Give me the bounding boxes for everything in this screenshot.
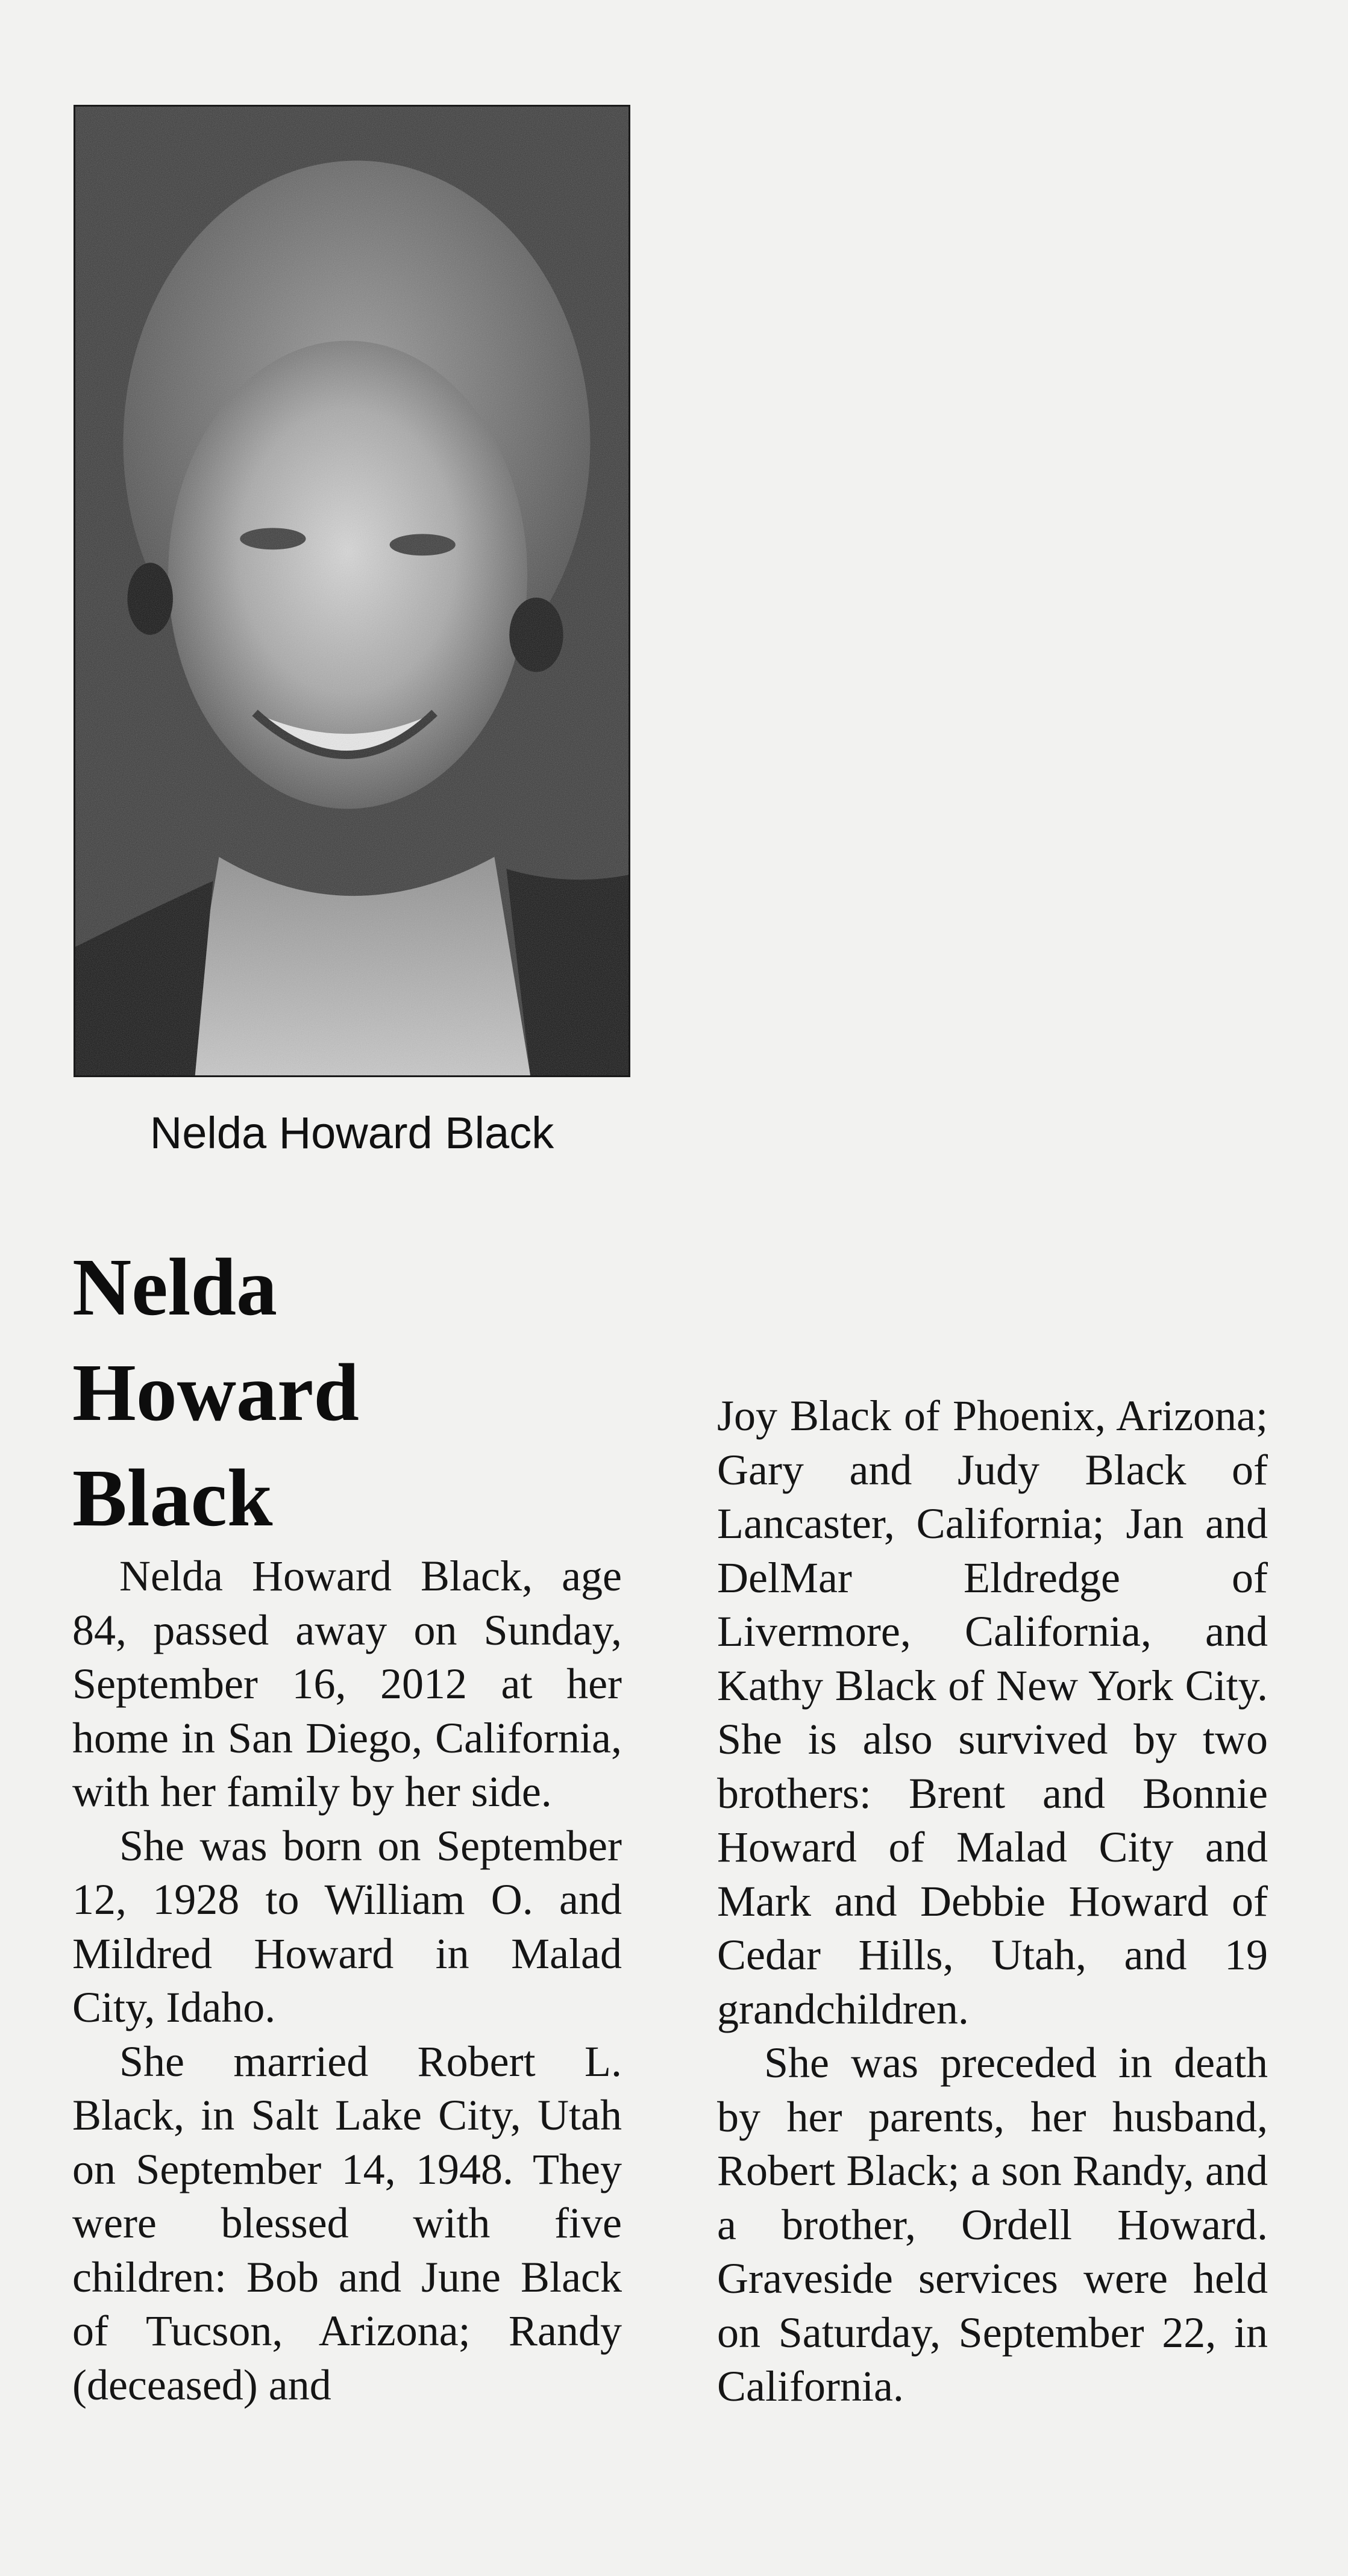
portrait-photo [74,105,630,1077]
paragraph: She married Robert L. Black, in Salt Lake City, Utah on September 14, 1948. They were blessed with five children: Bob and June Black of Tucson, Arizona; Randy (deceased) and [72,2037,622,2409]
headline-line: Nelda [72,1242,277,1333]
paragraph: She was preceded in death by her parents, her husband, Robert Black; a son Randy, and a brother, Ordell Howard. Graveside services were held on Saturday, September 22, in California. [717,2039,1268,2410]
paragraph: Nelda Howard Black, age 84, passed away on Sunday, September 16, 2012 at her home in San Diego, California, with her family by her side. [72,1552,622,1816]
headline-line: Howard [72,1348,359,1438]
photo-caption: Nelda Howard Black [149,1108,554,1158]
paragraph: She was born on September 12, 1928 to William O. and Mildred Howard in Malad City, Idaho. [72,1821,622,2031]
obituary-headline [72,1235,359,1551]
paragraph: Joy Black of Phoenix, Arizona; Gary and Judy Black of Lancaster, California; Jan and DelMar Eldredge of Livermore, California, and Kathy Black of New York City. She is also survived by two brothers: Brent and Bonnie Howard of Malad City and Mark and Debbie Howard of Cedar Hills, Utah, and 19 grandchildren. [717,1392,1268,2033]
right-column [717,1389,1268,2414]
portrait-image [75,107,629,1075]
left-column [72,1549,622,2412]
headline-line: Black [72,1453,273,1543]
